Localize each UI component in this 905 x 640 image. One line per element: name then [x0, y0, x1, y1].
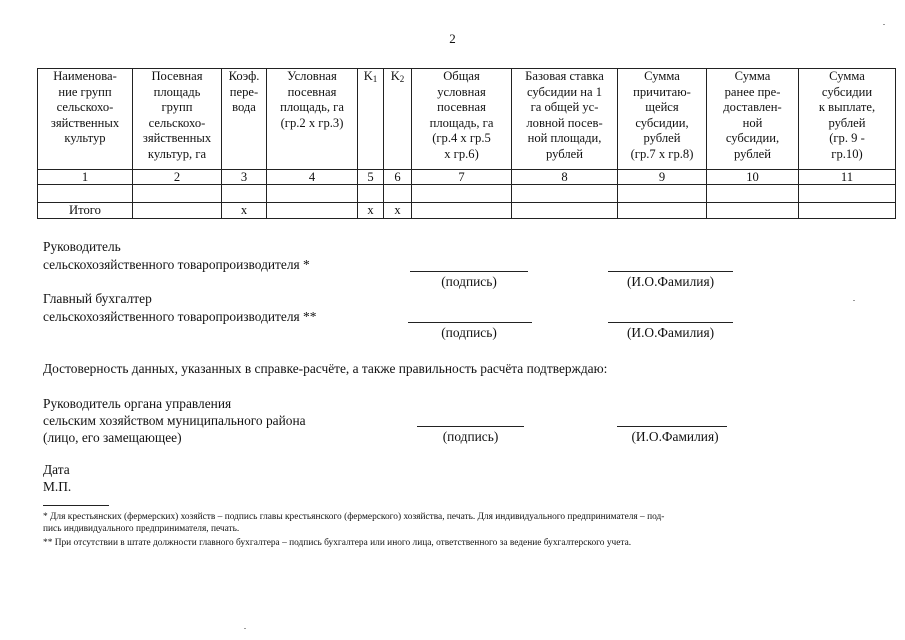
header-line: ловной посев- [526, 115, 603, 130]
k2-letter: K [390, 69, 400, 83]
header-line: культур, га [147, 146, 207, 161]
header-line: рублей [828, 115, 866, 130]
header-line: Сумма [734, 69, 771, 83]
header-line: сельскохо- [56, 100, 114, 114]
table-cell [222, 185, 267, 203]
footnote-1: * Для крестьянских (фермерских) хозяйств – подпись главы крестьянского (фермерского) хозяйства, печать. Для индивидуального предпринимателя – под- [43, 512, 665, 522]
table-cell [267, 203, 358, 219]
header-line: вода [232, 100, 256, 114]
header-line: к выплате, [818, 100, 876, 114]
footnote-separator [43, 505, 109, 506]
accountant-signature-caption: (подпись) [441, 325, 497, 340]
authority-name-line [617, 426, 727, 427]
authority-name-caption: (И.О.Фамилия) [631, 429, 719, 444]
header-line: субсидии, [635, 115, 689, 130]
header-line: гр.10) [831, 146, 863, 161]
header-line: групп [161, 100, 193, 114]
header-crop-groups [38, 69, 133, 170]
header-line: щейся [645, 100, 679, 114]
header-line: Коэф. [228, 69, 260, 83]
table-cell [707, 185, 799, 203]
header-line: посевная [287, 84, 337, 99]
header-line: ной площади, [527, 131, 602, 145]
header-line: ранее пре- [724, 84, 781, 99]
header-sown-area [133, 69, 222, 170]
header-line: Общая [443, 69, 480, 83]
authority-signature-caption: (подпись) [442, 429, 499, 444]
column-number: 10 [707, 170, 799, 185]
accountant-name-line [608, 322, 733, 323]
column-number: 7 [412, 170, 512, 185]
header-line: пере- [229, 84, 259, 99]
header-line: причитаю- [633, 84, 691, 99]
table-cell [412, 185, 512, 203]
header-line: субсидии [821, 84, 873, 99]
table-cell [133, 185, 222, 203]
column-number: 5 [358, 170, 384, 185]
total-row [38, 203, 896, 219]
table-cell [707, 203, 799, 219]
header-line: субсидии на 1 [526, 84, 603, 99]
header-line: Базовая ставка [525, 69, 604, 83]
authority-signature-line [417, 426, 524, 427]
table-cell [133, 203, 222, 219]
header-line: ной [742, 115, 763, 130]
header-line: Условная [287, 69, 337, 83]
head-title-line2: сельскохозяйственного товаропроизводителя * [43, 257, 310, 272]
head-name-caption: (И.О.Фамилия) [626, 274, 715, 289]
column-number-row [38, 170, 896, 185]
accountant-title-line2: сельскохозяйственного товаропроизводителя ** [43, 309, 317, 324]
header-line: сельскохо- [148, 115, 206, 130]
header-base-rate [512, 69, 618, 170]
header-line: площадь, га [280, 100, 344, 114]
confirmation-statement: Достоверность данных, указанных в справке-расчёте, а также правильность расчёта подтверждаю: [43, 361, 608, 376]
header-line: (гр.7 х гр.8) [630, 146, 694, 161]
column-number: 9 [618, 170, 707, 185]
footnote-1-continuation: пись индивидуального предпринимателя, печать. [43, 524, 240, 534]
header-line: посевная [437, 100, 486, 114]
column-number: 4 [267, 170, 358, 185]
header-line: рублей [643, 131, 681, 145]
column-number: 6 [384, 170, 412, 185]
header-line: Посевная [151, 69, 203, 83]
column-number: 8 [512, 170, 618, 185]
table-cell [799, 185, 896, 203]
header-total-conditional-area [412, 69, 512, 170]
header-line: ние групп [58, 84, 112, 99]
head-title-line1: Руководитель [43, 239, 121, 254]
header-subsidy-previously-granted [707, 69, 799, 170]
header-conditional-area [267, 69, 358, 170]
table-cell: х [384, 203, 412, 219]
table-cell [267, 185, 358, 203]
column-number: 1 [38, 170, 133, 185]
table-cell: х [358, 203, 384, 219]
subsidy-calculation-table [37, 68, 896, 219]
scan-speck [244, 628, 246, 629]
header-conversion-coefficient [222, 69, 267, 170]
header-line: субсидии, [725, 131, 780, 145]
header-subsidy-due [618, 69, 707, 170]
header-line: зяйственных [142, 131, 212, 145]
header-line: (гр.2 х гр.3) [280, 115, 344, 130]
accountant-title-line1: Главный бухгалтер [43, 291, 152, 306]
k1-subscript: 1 [372, 74, 378, 84]
header-line: площадь [153, 84, 201, 99]
header-line: культур [64, 131, 106, 145]
column-number: 2 [133, 170, 222, 185]
header-k2 [384, 69, 412, 170]
header-line: Сумма [829, 69, 865, 83]
header-line: га общей ус- [530, 100, 599, 114]
table-cell [512, 185, 618, 203]
table-cell [799, 203, 896, 219]
accountant-signature-line [408, 322, 532, 323]
header-line: х гр.6) [444, 146, 479, 161]
seal-label: М.П. [43, 479, 72, 494]
authority-title-line3: (лицо, его замещающее) [43, 430, 182, 445]
header-k1 [358, 69, 384, 170]
table-header-row [38, 69, 896, 170]
header-line: рублей [734, 146, 771, 161]
page-number: 2 [449, 31, 456, 46]
table-cell [618, 185, 707, 203]
table-cell [358, 185, 384, 203]
header-line: (гр. 9 - [829, 131, 865, 145]
total-label: Итого [38, 203, 133, 219]
head-name-line [608, 271, 733, 272]
scan-speck [883, 24, 885, 25]
column-number: 3 [222, 170, 267, 185]
header-line: (гр.4 х гр.5 [432, 131, 491, 145]
scan-speck [853, 300, 855, 301]
table-cell [618, 203, 707, 219]
header-line: условная [437, 84, 486, 99]
empty-data-row [38, 185, 896, 203]
authority-title-line1: Руководитель органа управления [43, 396, 232, 411]
header-line: Сумма [644, 69, 680, 83]
date-label: Дата [43, 462, 70, 477]
table-cell: х [222, 203, 267, 219]
head-signature-line [410, 271, 528, 272]
header-subsidy-to-pay [799, 69, 896, 170]
header-line: площадь, га [429, 115, 494, 130]
authority-title-line2: сельским хозяйством муниципального района [43, 413, 306, 428]
k2-subscript: 2 [399, 74, 405, 84]
header-line: зяйственных [50, 115, 120, 130]
table-cell [384, 185, 412, 203]
column-number: 11 [799, 170, 896, 185]
header-line: доставлен- [723, 100, 782, 114]
table-cell [512, 203, 618, 219]
accountant-name-caption: (И.О.Фамилия) [626, 325, 715, 340]
footnote-2: ** При отсутствии в штате должности главного бухгалтера – подпись бухгалтера или иного лица, ответственного за ведение бухгалтерского учета. [43, 538, 632, 548]
header-line: рублей [546, 146, 583, 161]
k1-letter: K [363, 69, 373, 83]
head-signature-caption: (подпись) [441, 274, 497, 289]
header-line: Наименова- [53, 69, 117, 83]
table-cell [412, 203, 512, 219]
table-cell [38, 185, 133, 203]
